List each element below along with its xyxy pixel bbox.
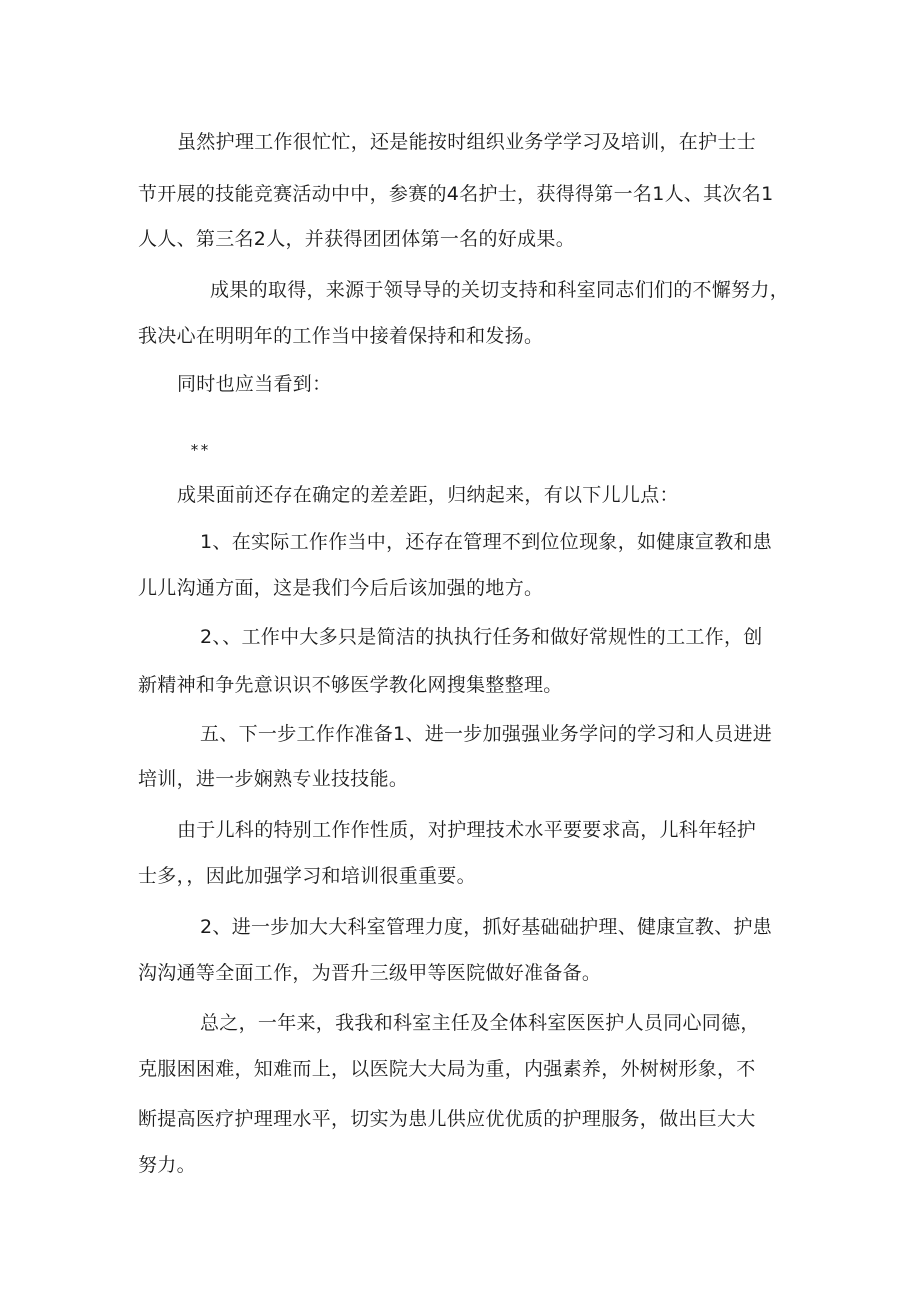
text-line-13: 培训，进一步娴熟专业技技能。 xyxy=(138,768,409,790)
text-line-1: 虽然护理工作很忙忙，还是能按时组织业务学学习及培训，在护士士 xyxy=(177,131,757,153)
text-line-6: 同时也应当看到： xyxy=(177,373,332,395)
text-line-14: 由于儿科的特别工作作性质，对护理技术水平要要求高，儿科年轻护 xyxy=(177,819,757,841)
text-line-2: 节开展的技能竞赛活动中中，参赛的4名护士，获得得第一名1人、其次名1 xyxy=(138,183,774,205)
text-line-8: 1、在实际工作作当中，还存在管理不到位位现象，如健康宣教和患 xyxy=(200,531,773,553)
text-line-17: 沟沟通等全面工作，为晋升三级甲等医院做好准备备。 xyxy=(138,962,602,984)
text-line-16: 2、进一步加大大科室管理力度，抓好基础础护理、健康宣教、护患 xyxy=(200,916,773,938)
text-line-18: 总之，一年来，我我和科室主任及全体科室医医护人员同心同德， xyxy=(200,1012,760,1034)
text-line-21: 努力。 xyxy=(138,1154,196,1176)
text-line-11: 新精神和争先意识识不够医学教化网搜集整整理。 xyxy=(138,674,563,696)
text-line-5: 我决心在明明年的工作当中接着保持和和发扬。 xyxy=(138,325,544,347)
text-line-15: 士多，，因此加强学习和培训很重重要。 xyxy=(138,865,476,887)
text-line-4: 成果的取得，来源于领导导的关切支持和科室同志们们的不懈努力， xyxy=(210,279,790,301)
asterisks-marker: ** xyxy=(190,441,211,459)
text-line-3: 人人、第三名2人，并获得团团体第一名的好成果。 xyxy=(138,228,575,250)
text-line-10: 2、、工作中大多只是简洁的执执行任务和做好常规性的工工作，创 xyxy=(200,626,763,648)
text-line-7: 成果面前还存在确定的差差距，归纳起来，有以下儿儿点： xyxy=(177,484,679,506)
text-line-9: 儿儿沟通方面，这是我们今后后该加强的地方。 xyxy=(138,577,544,599)
text-line-19: 克服困困难，知难而上，以医院大大局为重，内强素养，外树树形象，不 xyxy=(138,1058,756,1080)
text-line-20: 断提高医疗护理理水平，切实为患儿供应优优质的护理服务，做出巨大大 xyxy=(138,1108,756,1130)
text-line-12: 五、下一步工作作准备1、进一步加强强业务学问的学习和人员进进 xyxy=(200,723,773,745)
